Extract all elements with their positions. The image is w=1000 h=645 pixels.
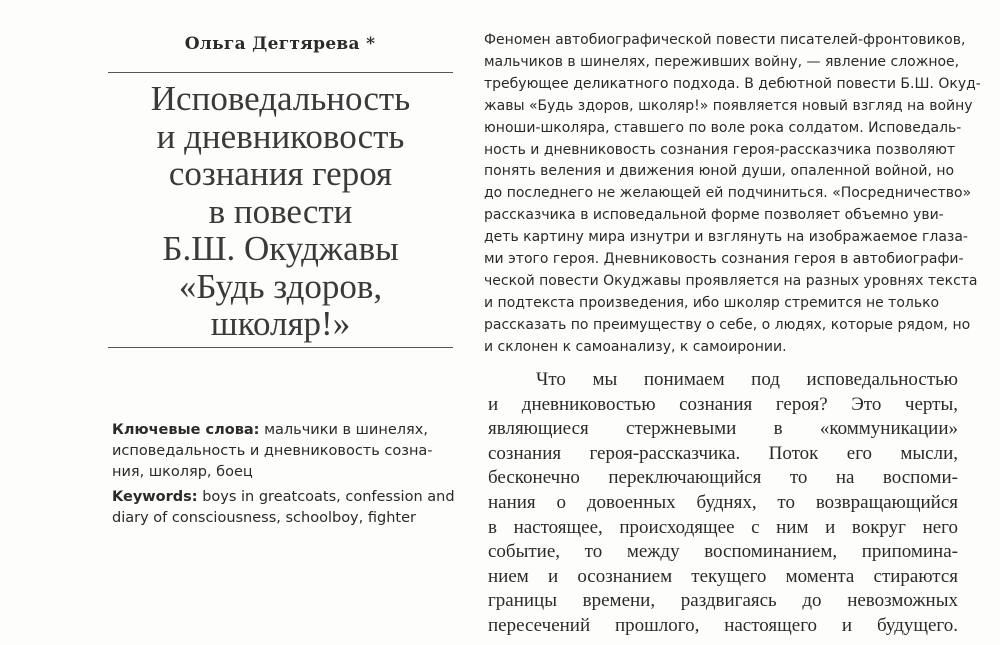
title-top-rule — [108, 72, 453, 73]
title-line: «Будь здоров, — [178, 266, 383, 306]
title-line: Исповедальность — [150, 79, 411, 118]
body-line: нием и осознанием текущего момента стираются — [488, 565, 958, 587]
keywords-en-text: boys in greatcoats, confession and — [197, 489, 455, 505]
body-line: пересечений прошлого, настоящего и будущего. — [488, 614, 958, 636]
abstract-line: жавы «Будь здоров, школяр!» появляется новый взгляд на войну — [484, 97, 973, 114]
abstract — [484, 30, 984, 359]
body-line: бесконечно переключающийся то на воспоми- — [488, 467, 958, 489]
title-line: и дневниковость — [156, 116, 405, 156]
abstract-line: и подтекста произведения, ибо школяр стремится не только — [484, 294, 940, 311]
keywords-ru-line — [112, 420, 457, 441]
keywords-ru-label: Ключевые слова: — [112, 422, 260, 438]
abstract-line: юноши-школяра, ставшего по воле рока солдатом. Исповедаль- — [484, 119, 962, 136]
abstract-line: рассказчика в исповедальной форме позволяет объемно уви- — [484, 207, 944, 224]
abstract-line: Феномен автобиографической повести писателей-фронтовиков, — [484, 32, 966, 48]
abstract-line: ми этого героя. Дневниковость сознания героя в автобиографи- — [484, 251, 964, 268]
body-line: событие, то между воспоминанием, припомина- — [488, 541, 958, 563]
abstract-line: деть картину мира изнутри и взглянуть на изображаемое глаза- — [484, 229, 968, 246]
title-line: сознания героя — [168, 154, 393, 193]
abstract-line: рассказать по преимуществу о себе, о людях, которые рядом, но — [484, 316, 971, 333]
abstract-line: мальчиков в шинелях, переживших войну, — явление сложное, — [484, 53, 960, 70]
body-line: являющиеся стержневыми в «коммуникации» — [488, 418, 958, 440]
keywords-en — [112, 487, 457, 529]
abstract-line: и склонен к самоанализу, к самоиронии. — [484, 338, 787, 355]
title-line: в повести — [208, 191, 353, 231]
abstract-line: до последнего не желающей ей подчиниться. «Посредничество» — [484, 185, 972, 202]
abstract-line: требующее деликатного подхода. В дебютной повести Б.Ш. Окуд- — [484, 75, 981, 92]
keywords-en-line: diary of consciousness, schoolboy, fighter — [112, 510, 416, 526]
keywords-ru-text: мальчики в шинелях, — [259, 422, 428, 438]
abstract-line: ность и дневниковость сознания героя-рассказчика позволяют — [484, 141, 956, 158]
keywords-ru-line: исповедальность и дневниковость созна- — [112, 443, 433, 459]
title-line: Б.Ш. Окуджавы — [162, 229, 399, 268]
keywords-en-label: Keywords: — [112, 489, 198, 505]
article-title — [108, 80, 453, 343]
keywords-en-line — [112, 487, 457, 508]
body-text — [488, 368, 958, 639]
title-line: школяр!» — [210, 304, 351, 343]
body-line: нания о довоенных буднях, то возвращающийся — [488, 491, 958, 513]
body-line: границы времени, раздвигаясь до невозможных — [488, 590, 958, 612]
abstract-line: ческой повести Окуджавы проявляется на разных уровнях текста — [484, 272, 978, 289]
body-line: и дневниковостью сознания героя? Это черты, — [488, 393, 958, 415]
body-line: сознания героя-рассказчика. Поток его мысли, — [488, 442, 958, 464]
body-line: Что мы понимаем под исповедальностью — [536, 369, 958, 390]
abstract-line: понять веления и движения юной души, опаленной войной, но — [484, 163, 955, 180]
keywords-ru — [112, 420, 457, 483]
keywords-ru-line: ния, школяр, боец — [112, 464, 253, 480]
body-line: в настоящее, происходящее с ним и вокруг него — [488, 516, 958, 538]
author-name: Ольга Дегтярева * — [184, 34, 376, 54]
title-bottom-rule — [108, 347, 453, 348]
